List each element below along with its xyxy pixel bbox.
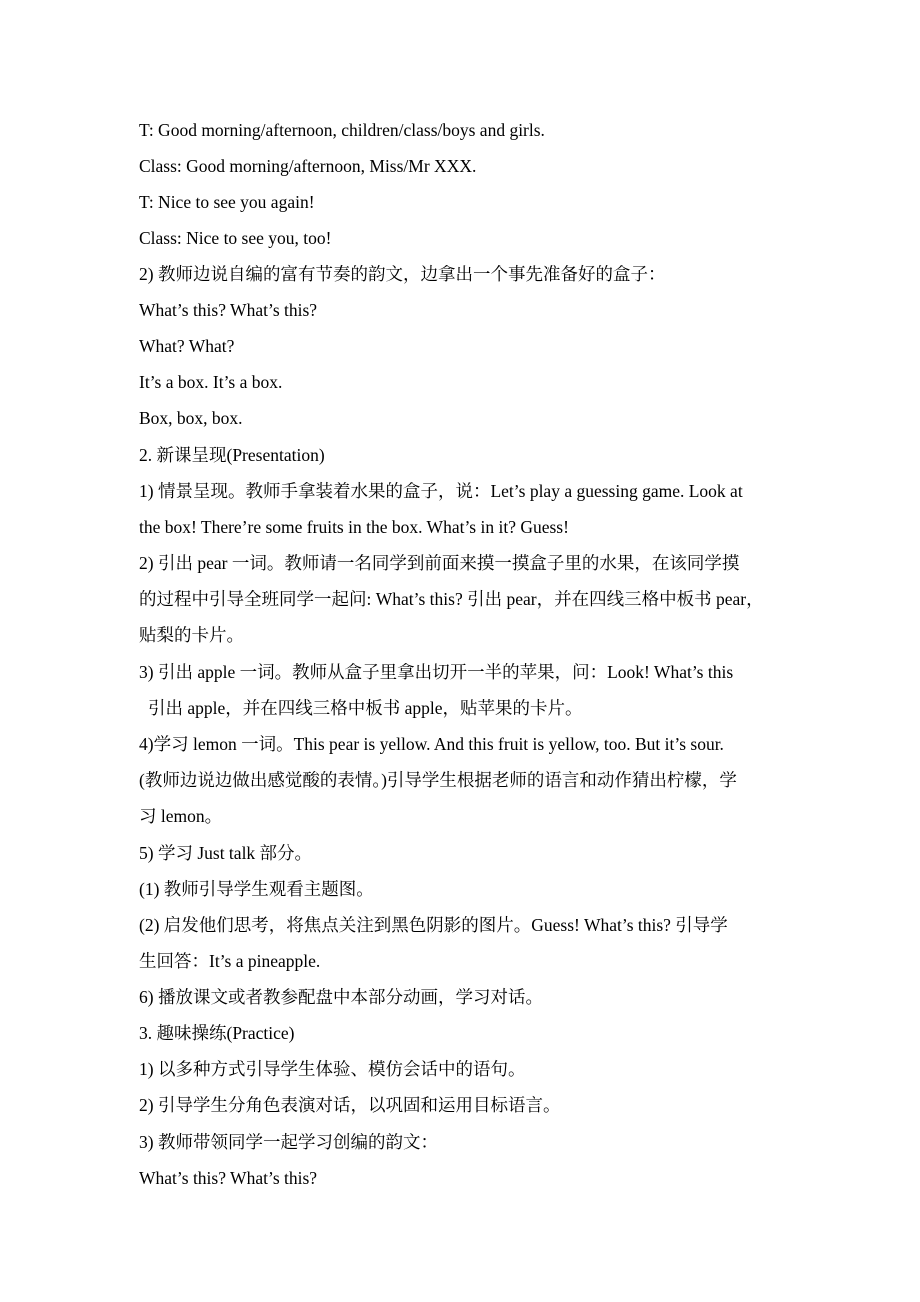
text-line: 的过程中引导全班同学一起问: What’s this? 引出 pear，并在四线三格中板书 pear， <box>139 589 764 609</box>
section-heading: 3. 趣味操练(Practice) <box>139 1023 295 1043</box>
text-line: Class: Good morning/afternoon, Miss/Mr XXX. <box>139 156 477 176</box>
text-line: It’s a box. It’s a box. <box>139 372 283 392</box>
text-line: 1) 情景呈现。教师手拿装着水果的盒子，说：Let’s play a guessing game. Look at <box>139 481 743 501</box>
section-heading: 2. 新课呈现(Presentation) <box>139 445 325 465</box>
text-line: 3) 教师带领同学一起学习创编的韵文： <box>139 1132 438 1152</box>
text-line: (1) 教师引导学生观看主题图。 <box>139 879 374 899</box>
text-line: Class: Nice to see you, too! <box>139 228 332 248</box>
text-line: T: Good morning/afternoon, children/class/boys and girls. <box>139 120 545 140</box>
text-line: (教师边说边做出感觉酸的表情。)引导学生根据老师的语言和动作猜出柠檬，学 <box>139 770 737 790</box>
text-line: the box! There’re some fruits in the box. What’s in it? Guess! <box>139 517 569 537</box>
text-line: 习 lemon。 <box>139 806 223 826</box>
text-line: What? What? <box>139 336 235 356</box>
text-line: 2) 教师边说自编的富有节奏的韵文，边拿出一个事先准备好的盒子： <box>139 264 666 284</box>
text-line: 1) 以多种方式引导学生体验、模仿会话中的语句。 <box>139 1059 526 1079</box>
text-line: 6) 播放课文或者教参配盘中本部分动画，学习对话。 <box>139 987 543 1007</box>
text-line: 5) 学习 Just talk 部分。 <box>139 843 313 863</box>
text-line: 3) 引出 apple 一词。教师从盒子里拿出切开一半的苹果，问：Look! What’s this <box>139 662 734 682</box>
text-line: 2) 引导学生分角色表演对话，以巩固和运用目标语言。 <box>139 1095 561 1115</box>
text-line: 4)学习 lemon 一词。This pear is yellow. And this fruit is yellow, too. But it’s sour. <box>139 734 724 754</box>
text-line: T: Nice to see you again! <box>139 192 315 212</box>
text-line: 2) 引出 pear 一词。教师请一名同学到前面来摸一摸盒子里的水果，在该同学摸 <box>139 553 740 573</box>
text-line: Box, box, box. <box>139 408 243 428</box>
text-line: (2) 启发他们思考，将焦点关注到黑色阴影的图片。Guess! What’s this? 引导学 <box>139 915 728 935</box>
text-line: 生回答：It’s a pineapple. <box>139 951 321 971</box>
text-line: What’s this? What’s this? <box>139 300 318 320</box>
text-line: 引出 apple，并在四线三格中板书 apple，贴苹果的卡片。 <box>148 698 583 718</box>
text-line: 贴梨的卡片。 <box>139 625 244 645</box>
text-line: What’s this? What’s this? <box>139 1168 318 1188</box>
